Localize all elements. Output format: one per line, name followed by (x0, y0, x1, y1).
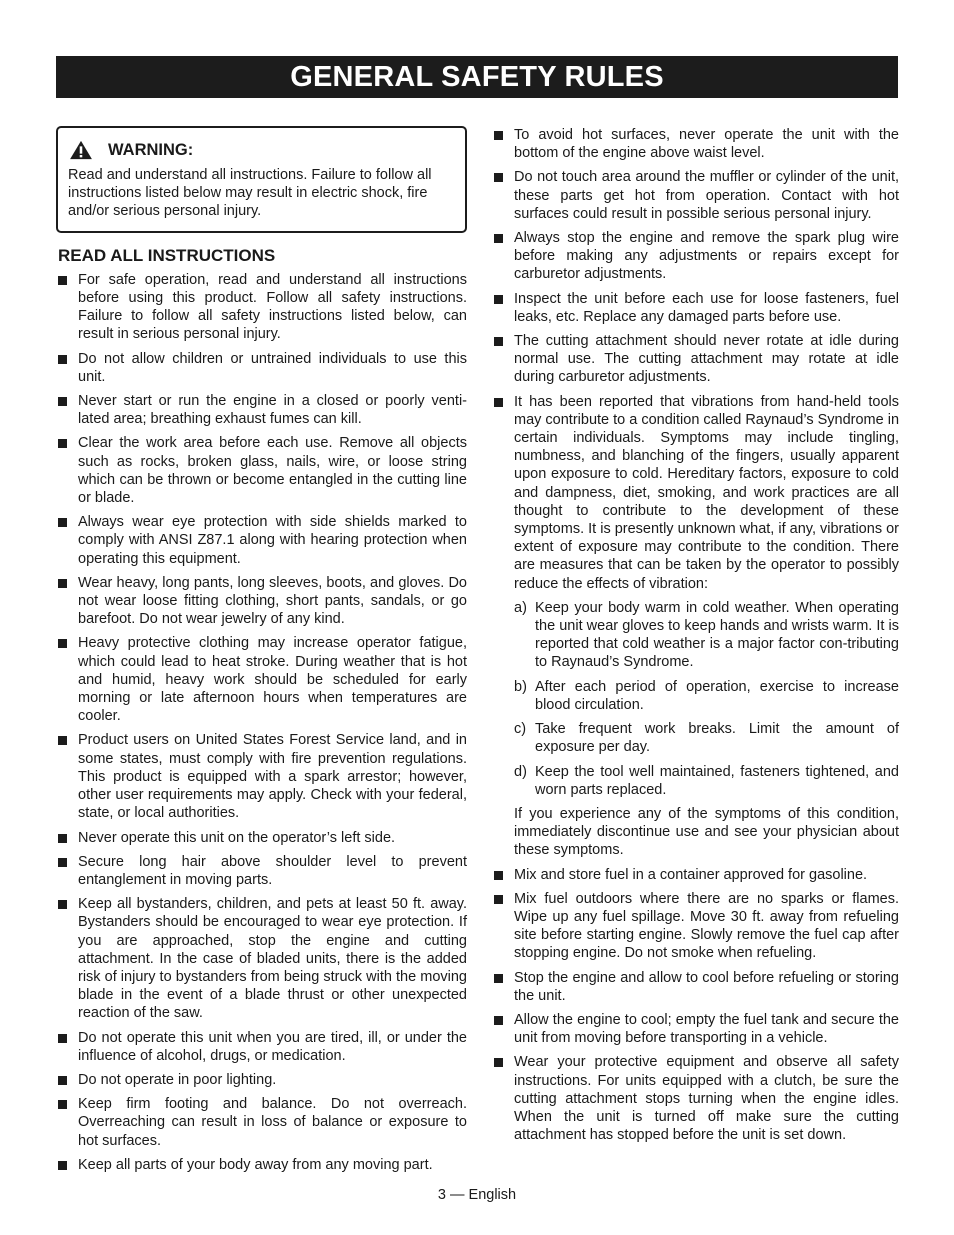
list-item-text: Secure long hair above shoulder level to prevent entanglement in moving parts. (78, 853, 467, 888)
list-item-text: Always wear eye protection with side shields marked to comply with ANSI Z87.1 along with hearing protection when operating this equipment. (78, 514, 467, 567)
bullet-square-icon (494, 295, 503, 304)
left-bullet-list (56, 271, 467, 1174)
sub-list-item (514, 599, 899, 672)
right-bullet-list-b (492, 866, 899, 1145)
list-item (56, 1071, 467, 1089)
list-item (492, 969, 899, 1005)
raynaud-list (492, 393, 899, 860)
list-item-text: To avoid hot surfaces, never operate the unit with the bottom of the engine above waist level. (514, 127, 899, 162)
list-item (56, 271, 467, 344)
list-item (492, 290, 899, 326)
list-item (492, 890, 899, 963)
bullet-square-icon (58, 900, 67, 909)
list-item-text: Do not operate in poor lighting. (78, 1071, 277, 1088)
bullet-square-icon (58, 639, 67, 648)
list-item-text: The cutting attachment should never rotate at idle during normal use. The cutting attachment may rotate at idle during carburetor adjustments. (514, 333, 899, 386)
list-item (56, 634, 467, 725)
sub-list-item (514, 678, 899, 714)
warning-header (68, 140, 455, 160)
list-item-text: Mix fuel outdoors where there are no sparks or flames. Wipe up any fuel spillage. Move 30 ft. away from refueling site before starting engine. Slowly remove the fuel cap after stopping engine. Do not smoke when refueling. (514, 890, 899, 962)
bullet-square-icon (494, 131, 503, 140)
bullet-square-icon (58, 276, 67, 285)
sub-list-item (514, 763, 899, 799)
sub-list-item (514, 720, 899, 756)
section-title: READ ALL INSTRUCTIONS (58, 245, 276, 265)
list-item-text: For safe operation, read and understand all instructions before using this product. Follow all safety instructions. Failure to follow all safety instructions listed below, can result in serious personal injury. (78, 271, 467, 343)
raynaud-followup: If you experience any of the symptoms of this condition, immediately discontinue use and see your physician about these symptoms. (514, 805, 899, 859)
bullet-square-icon (494, 895, 503, 904)
bullet-square-icon (58, 1076, 67, 1085)
sub-item-text: Take frequent work breaks. Limit the amount of exposure per day. (535, 721, 899, 756)
bullet-square-icon (58, 834, 67, 843)
list-item (492, 1053, 899, 1144)
list-item-text: Keep all bystanders, children, and pets at least 50 ft. away. Bystanders should be encouraged to wear eye protection. If you are approached, stop the engine and cutting attachment. In the case of bladed units, there is the added risk of injury to bystanders from being struck with the moving blade in the event of a blade thrust or other unexpected reaction of the saw. (78, 896, 467, 1022)
list-item (56, 434, 467, 507)
list-item-text: Keep firm footing and balance. Do not overreach. Overreaching can result in loss of balance or exposure to hot surfaces. (78, 1096, 467, 1149)
bullet-square-icon (58, 439, 67, 448)
list-item (56, 895, 467, 1022)
list-item-text: Clear the work area before each use. Remove all objects such as rocks, broken glass, nails, wire, or loose string which can be thrown or become entangled in the cutting line or blade. (78, 435, 467, 507)
bullet-square-icon (494, 871, 503, 880)
list-item (492, 1011, 899, 1047)
list-item-text: Heavy protective clothing may increase operator fatigue, which could lead to heat stroke. During weather that is hot and humid, heavy work should be scheduled for early morning or late afternoon hours when temperatures are cooler. (78, 635, 467, 725)
warning-label: WARNING: (108, 140, 194, 159)
bullet-square-icon (58, 858, 67, 867)
list-item (56, 853, 467, 889)
warning-triangle-icon (68, 140, 94, 160)
warning-text: Read and understand all instructions. Failure to follow all instructions listed below may result in electric shock, fire and/or serious personal injury. (68, 167, 432, 220)
bullet-square-icon (58, 1034, 67, 1043)
warning-box (56, 126, 467, 233)
page-footer: 3 — English (437, 1187, 517, 1203)
list-item (56, 350, 467, 386)
bullet-square-icon (494, 1016, 503, 1025)
list-item-text: Stop the engine and allow to cool before refueling or storing the unit. (514, 969, 899, 1004)
list-item (56, 574, 467, 629)
sub-item-text: Keep the tool well maintained, fasteners tightened, and worn parts replaced. (535, 763, 899, 798)
bullet-square-icon (494, 974, 503, 983)
sub-item-letter: a) (514, 599, 527, 616)
list-item-text: Product users on United States Forest Service land, and in some states, must comply with fire prevention regulations. This product is equipped with a spark arrestor; however, other user requirements may apply. Check with your federal, state, or local authorities. (78, 732, 467, 822)
bullet-square-icon (494, 173, 503, 182)
bullet-square-icon (58, 1100, 67, 1109)
list-item-text: Do not operate this unit when you are tired, ill, or under the influence of alcohol, drugs, or medication. (78, 1029, 467, 1064)
list-item-text: Wear your protective equipment and observe all safety instructions. For units equipped with a clutch, be sure the cutting attachment stops turning when the engine idles. When the unit is turned off make sure the cutting attachment has stopped before the unit is set down. (514, 1054, 899, 1144)
raynaud-sub-list (514, 599, 899, 799)
list-item-text: Never operate this unit on the operator’s left side. (78, 829, 396, 846)
bullet-square-icon (58, 355, 67, 364)
bullet-square-icon (494, 1058, 503, 1067)
list-item-text: Inspect the unit before each use for loose fasteners, fuel leaks, etc. Replace any damaged parts before use. (514, 290, 899, 325)
sub-item-text: After each period of operation, exercise to increase blood circulation. (535, 678, 899, 713)
list-item-text: Keep all parts of your body away from any moving part. (78, 1156, 433, 1173)
bullet-square-icon (58, 1161, 67, 1170)
list-item (56, 1029, 467, 1065)
list-item (56, 513, 467, 568)
list-item (492, 866, 899, 884)
bullet-square-icon (58, 518, 67, 527)
list-item (492, 168, 899, 223)
list-item-text: Never start or run the engine in a closed or poorly venti-lated area; breathing exhaust fumes can kill. (78, 393, 467, 428)
sub-item-letter: b) (514, 678, 527, 695)
list-item-text: Do not allow children or untrained individuals to use this unit. (78, 350, 467, 385)
list-item-text: Wear heavy, long pants, long sleeves, boots, and gloves. Do not wear loose fitting clothing, short pants, sandals, or go barefoot. Do not wear jewelry of any kind. (78, 574, 467, 628)
list-item (56, 731, 467, 822)
list-item-text: Allow the engine to cool; empty the fuel tank and secure the unit from moving before transporting in a vehicle. (514, 1011, 899, 1047)
bullet-square-icon (58, 579, 67, 588)
bullet-square-icon (494, 234, 503, 243)
page-title: GENERAL SAFETY RULES (56, 56, 898, 98)
sub-item-letter: c) (514, 721, 527, 738)
list-item (56, 392, 467, 428)
list-item (492, 126, 899, 162)
list-item-text: Mix and store fuel in a container approved for gasoline. (514, 866, 868, 883)
left-column (56, 126, 467, 1180)
list-item-text: Always stop the engine and remove the spark plug wire before making any adjustments or repairs except for carburetor adjustments. (514, 230, 899, 283)
bullet-square-icon (494, 398, 503, 407)
bullet-square-icon (494, 337, 503, 346)
right-column (492, 126, 899, 1150)
bullet-square-icon (58, 736, 67, 745)
list-item (492, 332, 899, 387)
list-item (492, 393, 899, 860)
list-item (492, 229, 899, 284)
bullet-square-icon (58, 397, 67, 406)
right-bullet-list-a (492, 126, 899, 387)
sub-item-text: Keep your body warm in cold weather. When operating the unit wear gloves to keep hands and wrists warm. It is reported that cold weather is a major factor con-tributing to Raynaud’s Syndrome. (535, 599, 899, 671)
sub-item-letter: d) (514, 763, 527, 780)
raynaud-text: It has been reported that vibrations from hand-held tools may contribute to a condition called Raynaud’s Syndrome in certain individuals. Symptoms may include tingling, numbness, and blanching of the fingers, usually apparent upon exposure to cold. Hereditary factors, exposure to cold and dampness, diet, smoking, and work practices are all thought to contribute to the development of these symptoms. It is presently unknown what, if any, vibrations or extent of exposure may contribute to the condition. There are measures that can be taken by the operator to possibly reduce the effects of vibration: (514, 393, 900, 592)
list-item (56, 1095, 467, 1150)
list-item (56, 1156, 467, 1174)
list-item-text: Do not touch area around the muffler or cylinder of the unit, these parts get hot from operation. Contact with hot surfaces could result in possible serious personal injury. (514, 169, 899, 222)
list-item (56, 829, 467, 847)
